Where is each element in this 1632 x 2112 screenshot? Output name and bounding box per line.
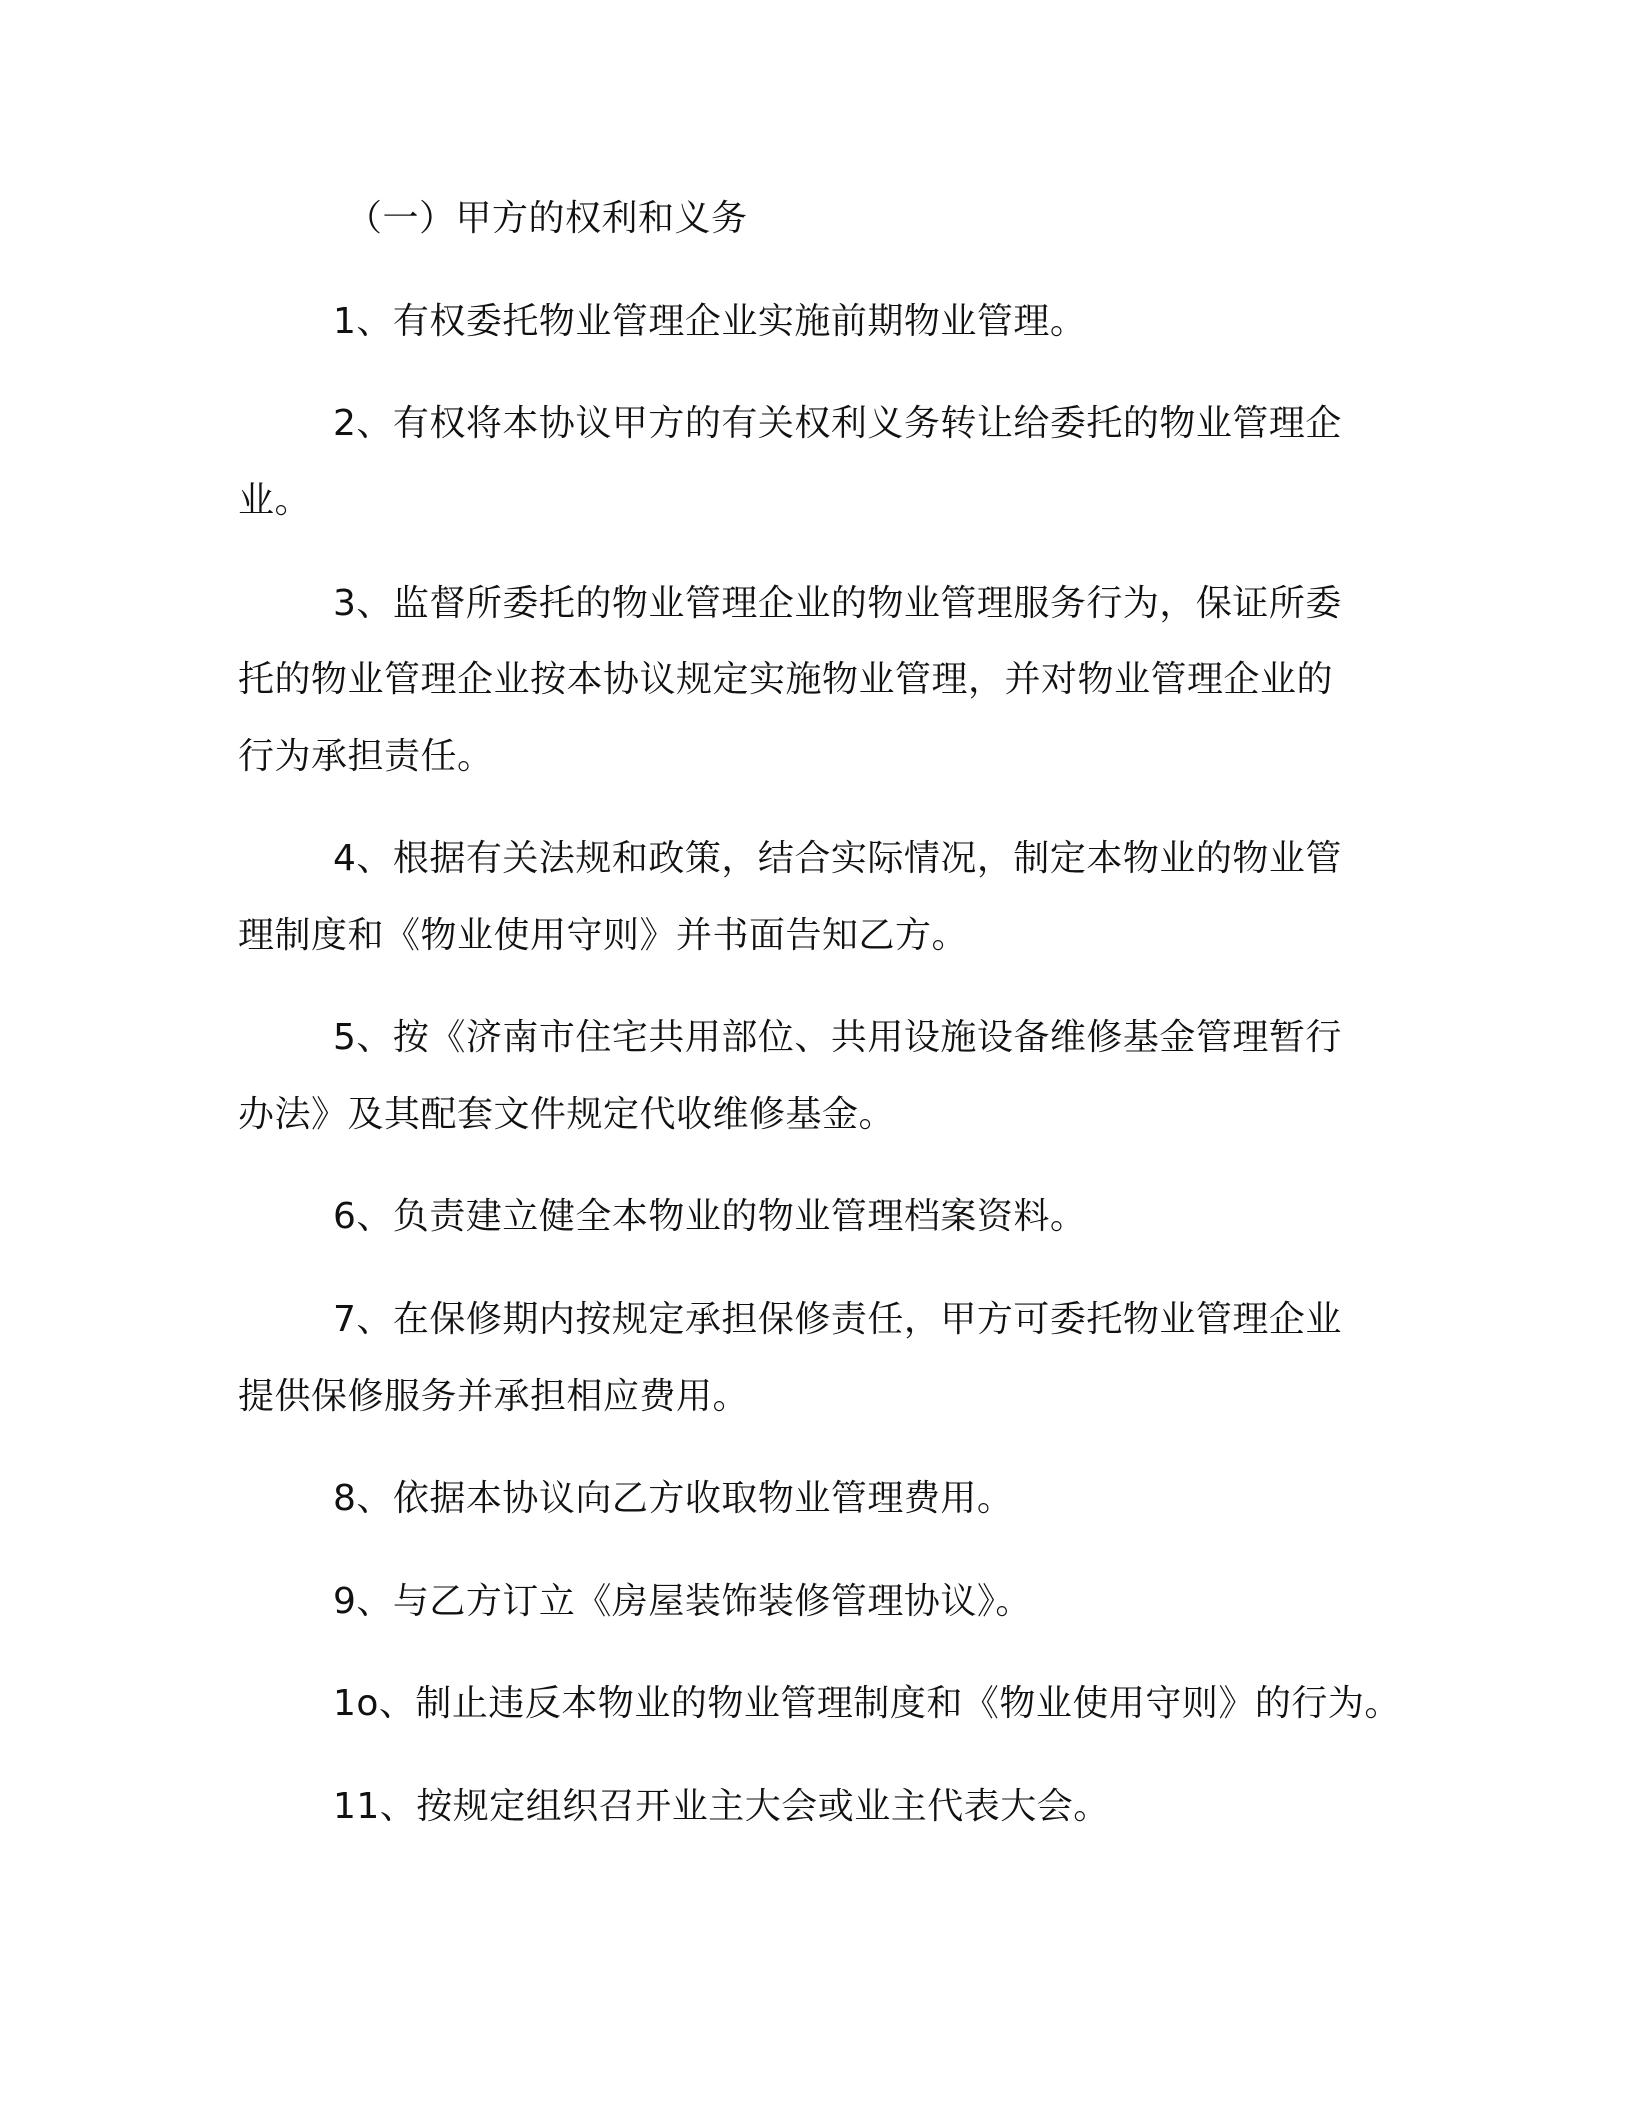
item-1-line-1: 1、有权委托物业管理企业实施前期物业管理。 [333, 301, 1087, 342]
item-11-line-1: 11、按规定组织召开业主大会或业主代表大会。 [333, 1786, 1110, 1827]
item-2-line-1: 2、有权将本协议甲方的有关权利义务转让给委托的物业管理企 [333, 403, 1342, 444]
item-4-line-2: 理制度和《物业使用守则》并书面告知乙方。 [238, 915, 969, 956]
item-4-line-1: 4、根据有关法规和政策，结合实际情况，制定本物业的物业管 [333, 838, 1342, 879]
item-5-line-2: 办法》及其配套文件规定代收维修基金。 [238, 1094, 896, 1135]
item-8-line-1: 8、依据本协议向乙方收取物业管理费用。 [333, 1478, 1014, 1519]
item-2-line-2: 业。 [238, 480, 312, 521]
item-3-line-2: 托的物业管理企业按本协议规定实施物业管理，并对物业管理企业的 [238, 659, 1334, 700]
item-3-line-1: 3、监督所委托的物业管理企业的物业管理服务行为，保证所委 [333, 583, 1342, 624]
section-heading: （一）甲方的权利和义务 [346, 198, 748, 239]
item-9-line-1: 9、与乙方订立《房屋装饰装修管理协议》。 [333, 1581, 1032, 1622]
item-7-line-2: 提供保修服务并承担相应费用。 [238, 1376, 750, 1417]
item-6-line-1: 6、负责建立健全本物业的物业管理档案资料。 [333, 1196, 1087, 1237]
item-7-line-1: 7、在保修期内按规定承担保修责任，甲方可委托物业管理企业 [333, 1299, 1342, 1340]
item-3-line-3: 行为承担责任。 [238, 736, 494, 777]
item-10-line-1: 1o、制止违反本物业的物业管理制度和《物业使用守则》的行为。 [333, 1683, 1401, 1724]
item-5-line-1: 5、按《济南市住宅共用部位、共用设施设备维修基金管理暂行 [333, 1017, 1342, 1058]
